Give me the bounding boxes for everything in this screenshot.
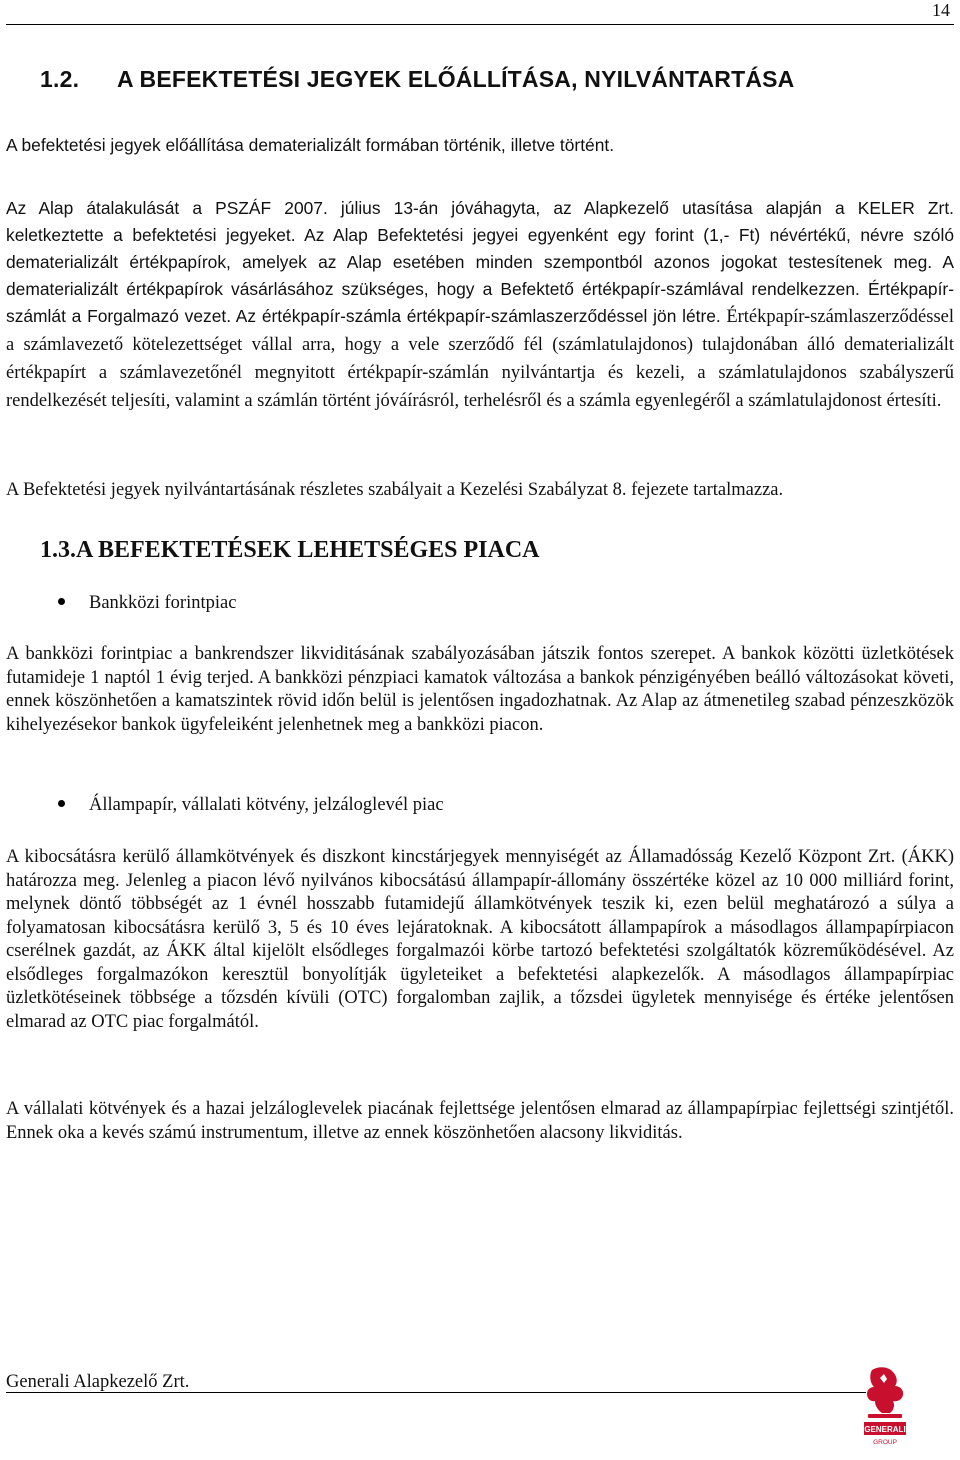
paragraph-keler: Az Alap átalakulását a PSZÁF 2007. július 13-án jóváhagyta, az Alapkezelő utasítása alapján a KELER Zrt. keletkeztette a befektetési jegyeket. Az Alap Befektetési jegyei egyenként egy forint (1,- Ft) névértékű, névre szóló dematerializált értékpapírok, amelyek az Alap esetében minden szempontból azonos jogokat testesítenek meg. A dematerializált értékpapírok vásárlásához szükséges, hogy a Befektető értékpapír-számlával rendelkezzen. Értékpapír-számlát a Forgalmazó vezet. Az értékpapír-számla értékpapír-számlaszerződéssel jön létre. Értékpapír-számlaszerződéssel a számlavezető kötelezettséget vállal arra, hogy a vele szerződő fél (számlatulajdonos) tulajdonában álló dematerializált értékpapírt a számlavezetőnél megnyitott értékpapír-számlán nyilvántartja és kezeli, a számlatulajdonos szabályszerű rendelkezését teljesíti, valamint a számlán történt jóváírásról, terhelésről és a számla egyenlegéről a számlatulajdonost értesíti. bbox=[6, 198, 954, 411]
bullet-icon bbox=[58, 800, 65, 807]
bullet-icon bbox=[58, 598, 65, 605]
section-number: 1.2. bbox=[40, 66, 80, 92]
paragraph-kezelesi-szabalyzat: A Befektetési jegyek nyilvántartásának részletes szabályait a Kezelési Szabályzat 8. fejezete tartalmazza. bbox=[6, 480, 784, 500]
footer-rule bbox=[6, 1392, 866, 1393]
paragraph-allampapir: A kibocsátásra kerülő államkötvények és diszkont kincstárjegyek mennyiségét az Államadósság Kezelő Központ Zrt. (ÁKK) határozza meg. Jelenleg a piacon lévő nyilvános kibocsátású állampapír-állomány összértéke közel az 10 000 milliárd forint, melynek döntő többségét az 1 évnél hosszabb futamidejű államkötvények teszik ki, ezen belül meghatározó a súlya a folyamatosan kibocsátásra kerülő 3, 5 és 10 éves lejáratoknak. A kibocsátott állampapírok a másodlagos állampapírpiacon cserélnek gazdát, az ÁKK által kijelölt elsődleges forgalmazói körbe tartozó befektetési szolgáltatók közreműködésével. Az elsődleges forgalmazókon keresztül bonyolítják ügyleteiket a befektetési alapkezelők. A másodlagos állampapírpiac üzletkötéseinek többsége a tőzsdén kívüli (OTC) forgalomban zajlik, a tőzsdei ügyletek mennyisége és értéke jelentősen elmarad az OTC piac forgalmától. bbox=[6, 847, 954, 1032]
paragraph-bankkozi: A bankközi forintpiac a bankrendszer likviditásának szabályozásában játszik fontos szerepet. A bankok közötti üzletkötések futamideje 1 naptól 1 évig terjed. A bankközi pénzpiaci kamatok változása a bankok pénzigényében beálló változásokat követi, ennek köszönhetően a kamatszintek rövid időn belül is jelentősen ingadozhatnak. Az Alap az átmenetileg szabad pénzeszközök kihelyezésekor bankok ügyfeleiként jelenhetnek meg a bankközi piacon. bbox=[6, 644, 954, 735]
footer-company: Generali Alapkezelő Zrt. bbox=[6, 1372, 190, 1392]
page-number: 14 bbox=[932, 0, 950, 20]
bullet-allampapir: Állampapír, vállalati kötvény, jelzáloglevél piac bbox=[58, 795, 444, 816]
section-title: A BEFEKTETÉSEK LEHETSÉGES PIACA bbox=[76, 537, 540, 563]
logo-subtext: GROUP bbox=[873, 1439, 897, 1446]
section-title: A BEFEKTETÉSI JEGYEK ELŐÁLLÍTÁSA, NYILVÁNTARTÁSA bbox=[117, 66, 795, 92]
generali-logo bbox=[862, 1364, 908, 1448]
paragraph-vallalati-kotveny: A vállalati kötvények és a hazai jelzáloglevelek piacának fejlettsége jelentősen elmarad az állampapírpiac fejlettségi szintjétől. Ennek oka a kevés számú instrumentum, illetve az ennek köszönhetően alacsony likviditás. bbox=[6, 1099, 954, 1143]
paragraph-keler-sans-part: keletkeztette a befektetési jegyeket. Az Alap Befektetési jegyei egyenként egy forint (1,- Ft) névértékű, névre szóló dematerializált értékpapírok, amelyek az Alap esetében minden szempontból azonos jogokat testesítenek meg. A dematerializált értékpapírok vásárlásához szükséges, hogy a Befektető értékpapír-számlával rendelkezzen. Értékpapír-számlát a Forgalmazó vezet. Az értékpapír-számla értékpapír-számlaszerződéssel jön létre. bbox=[6, 225, 954, 326]
paragraph-dematerialized: A befektetési jegyek előállítása dematerializált formában történik, illetve történt. bbox=[6, 135, 615, 155]
section-heading-1-2 bbox=[40, 66, 795, 93]
section-number: 1.3. bbox=[40, 537, 76, 563]
header-rule bbox=[6, 24, 954, 25]
lion-icon bbox=[867, 1367, 903, 1418]
bullet-bankkozi: Bankközi forintpiac bbox=[58, 593, 236, 614]
paragraph-keler-serif-part: Értékpapír-számlaszerződéssel a számlavezető kötelezettséget vállal arra, hogy a vele szerződő fél (számlatulajdonos) tulajdonában álló dematerializált értékpapírt a számlavezetőnél megnyitott értékpapír-számlán nyilvántartja és kezeli, a számlatulajdonos szabályszerű rendelkezését teljesíti, valamint a számlán történt jóváírásról, terhelésről és a számla egyenlegéről a számlatulajdonost értesíti. bbox=[6, 307, 954, 411]
logo-text: GENERALI bbox=[864, 1425, 906, 1434]
section-heading-1-3 bbox=[40, 537, 540, 564]
